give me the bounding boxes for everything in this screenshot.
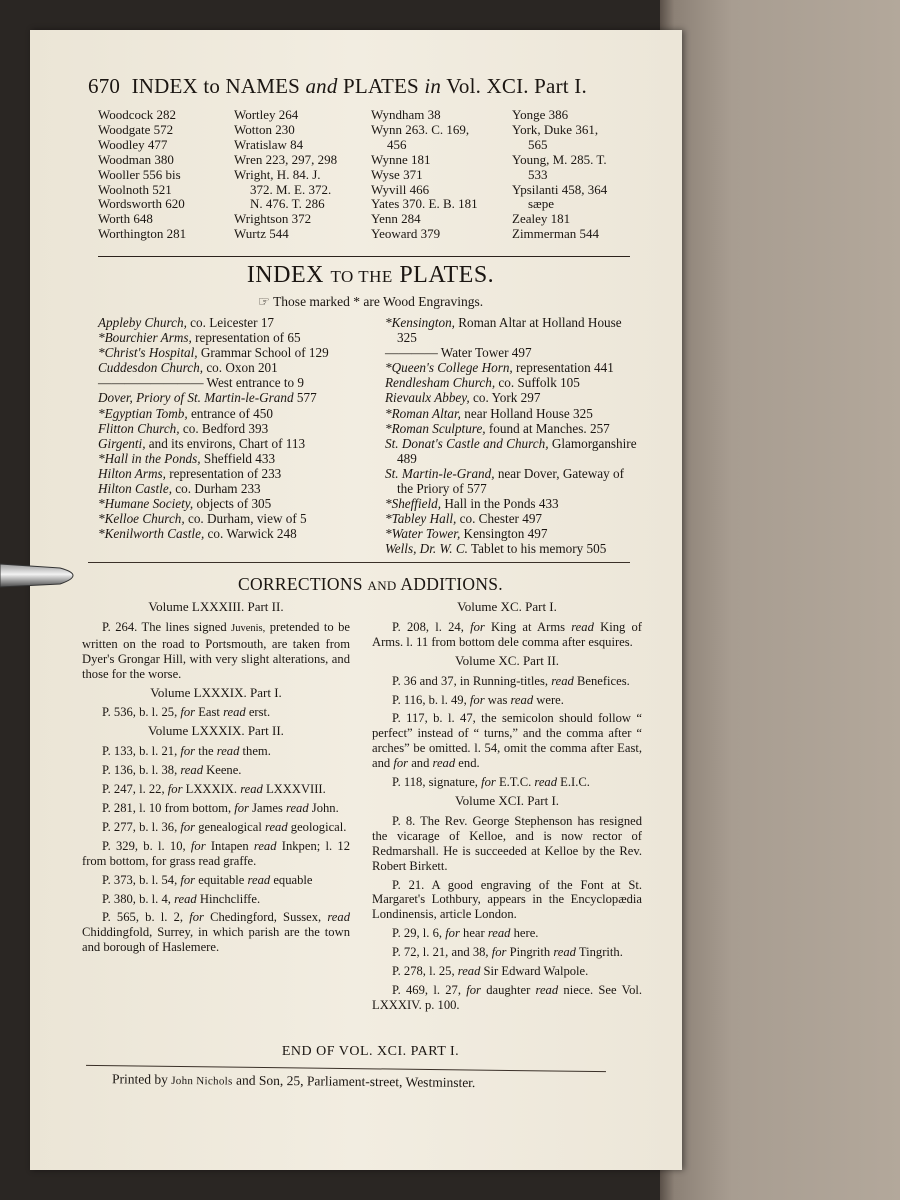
correction-text: P. 264. The lines signed bbox=[102, 619, 232, 634]
correction-text: King at Arms bbox=[484, 619, 572, 634]
correction-text: the bbox=[195, 744, 217, 759]
plate-entry-detail: near Dover, Gateway of the Priory of 577 bbox=[397, 465, 624, 497]
name-entry: Woodcock 282 bbox=[98, 107, 177, 122]
correction-entry bbox=[372, 964, 642, 979]
correction-text: P. 565, b. l. 2, bbox=[102, 910, 190, 925]
plate-entry-name: *Kensington, bbox=[385, 315, 455, 330]
volume-heading: Volume LXXXIX. Part II. bbox=[148, 723, 284, 739]
correction-text: read bbox=[571, 619, 594, 634]
correction-text: James bbox=[248, 800, 287, 815]
correction-text: read bbox=[553, 945, 576, 960]
pointing-hand-icon: ☞ bbox=[257, 294, 270, 309]
name-entry: Wyndham 38 bbox=[371, 107, 441, 122]
name-entry: Worth 648 bbox=[98, 211, 153, 227]
plate-entry-name: *Christ's Hospital, bbox=[98, 345, 198, 361]
plate-entry-detail: found at Manches. 257 bbox=[485, 420, 610, 436]
correction-text: P. 281, l. 10 from bottom, bbox=[102, 800, 235, 815]
correction-text: for bbox=[469, 692, 485, 707]
correction-text: read bbox=[327, 910, 350, 925]
correction-text: P. 208, l. 24, bbox=[392, 619, 471, 634]
plate-entry-detail: Sheffield 433 bbox=[200, 450, 276, 466]
correction-text: P. 373, b. l. 54, bbox=[102, 872, 181, 887]
correction-text: P. 247, l. 22, bbox=[102, 782, 168, 797]
names-column bbox=[371, 108, 512, 242]
plate-entry bbox=[98, 330, 356, 345]
volume-heading: Volume XC. Part I. bbox=[457, 599, 557, 614]
correction-text: for bbox=[180, 705, 196, 720]
correction-entry bbox=[372, 775, 642, 790]
name-entry: Zimmerman 544 bbox=[512, 226, 600, 242]
correction-text: Inkpen; l. 12 from bottom, for grass read graffe. bbox=[82, 838, 350, 868]
correction-entry bbox=[82, 873, 350, 888]
name-entry: Wynn 263. C. 169, bbox=[371, 121, 470, 137]
correction-text: King of Arms. l. 11 from bottom dele comma after esquires. bbox=[372, 619, 642, 649]
name-entry: Wren 223, 297, 298 bbox=[234, 151, 338, 167]
correction-entry bbox=[82, 705, 350, 720]
corrections-left-column bbox=[82, 598, 350, 1017]
plates-left-column bbox=[98, 315, 356, 557]
plate-entry-name: Girgenti, bbox=[98, 435, 146, 451]
name-entry: Wratislaw 84 bbox=[234, 136, 304, 152]
correction-text: Hinchcliffe. bbox=[196, 891, 261, 906]
end-of-volume: END OF VOL. XCI. PART I. bbox=[281, 1044, 460, 1059]
correction-text: P. 278, l. 25, bbox=[392, 964, 458, 979]
plates-title-word: PLATES. bbox=[399, 262, 495, 288]
plate-entry-detail: representation 441 bbox=[512, 360, 614, 376]
plate-entry bbox=[385, 466, 643, 496]
plate-entry-name: St. Martin-le-Grand, bbox=[385, 465, 495, 481]
plate-entry bbox=[98, 406, 356, 421]
plate-entry-detail: co. Leicester 17 bbox=[186, 315, 275, 330]
correction-text: P. 72, l. 21, and 38, bbox=[392, 945, 492, 960]
correction-text: geological. bbox=[287, 819, 347, 834]
plate-entry bbox=[385, 345, 643, 360]
plates-index-title bbox=[98, 262, 643, 289]
plate-entry-detail: co. Durham, view of 5 bbox=[184, 511, 307, 527]
plate-entry-detail: Glamorganshire 489 bbox=[397, 435, 637, 466]
name-entry: 372. M. E. 372. bbox=[250, 181, 332, 197]
name-entry: Woodgate 572 bbox=[98, 121, 174, 137]
plate-entry-detail: co. Warwick 248 bbox=[204, 526, 297, 542]
plate-entry bbox=[385, 496, 643, 511]
corrections-list bbox=[82, 598, 642, 1017]
correction-entry bbox=[82, 782, 350, 797]
plate-entry bbox=[385, 390, 643, 405]
name-entry: Woodman 380 bbox=[98, 151, 174, 167]
correction-text: niece. See Vol. LXXXIV. p. 100. bbox=[372, 982, 643, 1012]
name-entry: Yates 370. E. B. 181 bbox=[371, 196, 478, 212]
correction-text: read bbox=[223, 705, 246, 720]
page-pointer-object bbox=[0, 558, 86, 592]
correction-text: read bbox=[180, 763, 203, 778]
plate-entry-detail: Hall in the Ponds 433 bbox=[441, 496, 559, 512]
plate-entry-detail: ———— Water Tower 497 bbox=[385, 345, 532, 361]
correction-text: for bbox=[180, 872, 196, 887]
correction-text: for bbox=[234, 800, 249, 815]
correction-entry bbox=[372, 711, 642, 771]
plate-entry-detail: Roman Altar at Holland House 325 bbox=[397, 315, 622, 346]
plate-entry-name: *Tabley Hall, bbox=[385, 511, 457, 527]
correction-entry bbox=[372, 693, 642, 708]
plate-entry bbox=[385, 526, 643, 541]
plate-entry bbox=[98, 375, 356, 390]
plate-entry bbox=[98, 360, 356, 375]
correction-entry bbox=[372, 983, 642, 1013]
correction-entry bbox=[372, 814, 642, 874]
name-entry: 565 bbox=[528, 136, 548, 152]
volume-heading: Volume XCI. Part I. bbox=[454, 792, 560, 808]
plate-entry-detail: Tablet to his memory 505 bbox=[467, 541, 607, 557]
plate-entry bbox=[385, 541, 643, 556]
correction-text: P. 21. A good engraving of the Font at St. Margaret's Lothbury, appears in the Encyclopædia Londinensis, article London. bbox=[372, 877, 642, 922]
correction-text: P. 380, b. l. 4, bbox=[102, 891, 175, 906]
correction-text: for bbox=[445, 926, 460, 941]
plate-entry-name: *Egyptian Tomb, bbox=[98, 405, 188, 421]
header-title-mid: PLATES bbox=[343, 74, 419, 98]
plate-entry-name: *Roman Sculpture, bbox=[385, 420, 486, 436]
correction-text: read bbox=[535, 982, 559, 997]
correction-text: Sir Edward Walpole. bbox=[480, 964, 589, 979]
plate-entry bbox=[98, 315, 356, 330]
correction-text: read bbox=[510, 692, 534, 707]
plates-list bbox=[98, 315, 643, 557]
correction-text: read bbox=[432, 756, 456, 771]
name-entry: 533 bbox=[528, 166, 548, 182]
correction-text: read bbox=[286, 800, 309, 815]
correction-entry bbox=[372, 945, 642, 960]
name-entry: N. 476. T. 286 bbox=[250, 196, 325, 212]
plate-entry bbox=[385, 436, 643, 466]
plate-entry bbox=[98, 451, 356, 466]
name-entry: Wrightson 372 bbox=[234, 211, 312, 227]
correction-text: Chedingford, Sussex, bbox=[203, 910, 328, 925]
correction-text: daughter bbox=[480, 982, 536, 997]
correction-text: read bbox=[216, 744, 240, 759]
plate-entry bbox=[385, 421, 643, 436]
corrections-right-column bbox=[372, 598, 642, 1017]
plate-entry bbox=[98, 421, 356, 436]
plate-entry-detail: entrance of 450 bbox=[187, 405, 273, 421]
correction-text: LXXXVIII. bbox=[262, 782, 326, 797]
correction-entry bbox=[372, 620, 642, 650]
names-index bbox=[98, 108, 643, 242]
name-entry: Wooller 556 bis bbox=[98, 166, 181, 182]
header-title-in: in bbox=[424, 74, 442, 98]
correction-text: Intapen bbox=[205, 838, 254, 853]
plate-entry bbox=[98, 496, 356, 511]
corrections-title-word: CORRECTIONS bbox=[238, 574, 363, 594]
name-entry: Yeoward 379 bbox=[371, 226, 441, 242]
correction-entry bbox=[82, 801, 350, 816]
correction-text: for bbox=[167, 782, 183, 797]
correction-text: for bbox=[491, 945, 507, 960]
correction-text: them. bbox=[239, 744, 271, 759]
name-entry: York, Duke 361, bbox=[512, 121, 599, 137]
correction-text: for bbox=[180, 819, 196, 834]
correction-text: equable bbox=[270, 872, 313, 887]
correction-text: P. 329, b. l. 10, bbox=[102, 838, 191, 853]
correction-text: genealogical bbox=[195, 819, 266, 834]
plate-entry bbox=[98, 511, 356, 526]
correction-text: P. 116, b. l. 49, bbox=[392, 692, 470, 707]
plate-entry-detail: co. Durham 233 bbox=[172, 481, 261, 497]
name-entry: Woodley 477 bbox=[98, 136, 168, 152]
correction-text: P. 536, b. l. 25, bbox=[102, 705, 181, 720]
correction-text: for bbox=[180, 744, 196, 759]
name-entry: Wortley 264 bbox=[234, 107, 299, 122]
correction-text: for bbox=[393, 756, 409, 771]
plate-entry-name: Wells, Dr. W. C. bbox=[385, 541, 468, 557]
correction-text: was bbox=[484, 692, 511, 707]
correction-text: P. 29, l. 6, bbox=[392, 926, 446, 941]
name-entry: Wordsworth 620 bbox=[98, 196, 185, 212]
plate-entry-detail: 577 bbox=[293, 390, 317, 406]
plate-entry-detail: co. Bedford 393 bbox=[179, 420, 269, 436]
correction-text: hear bbox=[459, 926, 488, 941]
plates-note bbox=[98, 294, 643, 310]
correction-text: read bbox=[174, 891, 197, 906]
name-entry: Worthington 281 bbox=[98, 226, 187, 242]
correction-text: read bbox=[247, 872, 271, 887]
correction-text: for bbox=[189, 910, 204, 925]
plate-entry-name: Dover, Priory of St. Martin-le-Grand bbox=[98, 390, 294, 406]
correction-text: E.I.C. bbox=[557, 775, 590, 790]
corrections-title bbox=[98, 574, 643, 595]
correction-entry bbox=[82, 744, 350, 759]
plate-entry bbox=[98, 481, 356, 496]
correction-text: read bbox=[487, 926, 511, 941]
plate-entry-detail: co. Suffolk 105 bbox=[495, 375, 580, 391]
plates-right-column bbox=[385, 315, 643, 557]
volume-heading: Volume LXXXIX. Part I. bbox=[150, 684, 282, 700]
plate-entry bbox=[98, 436, 356, 451]
divider-rule bbox=[88, 562, 630, 563]
printer-post: and Son, 25, Parliament-street, Westminster. bbox=[232, 1072, 476, 1091]
correction-text: read bbox=[265, 819, 288, 834]
correction-text: Pingrith bbox=[506, 945, 554, 960]
plate-entry bbox=[98, 345, 356, 360]
page-header bbox=[88, 74, 648, 99]
names-column bbox=[234, 108, 371, 242]
correction-text: read bbox=[240, 782, 263, 797]
correction-entry bbox=[82, 910, 350, 955]
header-title-suffix: Vol. XCI. Part I. bbox=[446, 74, 587, 98]
plate-entry bbox=[98, 466, 356, 481]
correction-text: equitable bbox=[195, 872, 248, 887]
plate-entry bbox=[385, 375, 643, 390]
plate-entry-detail: representation of 65 bbox=[191, 330, 301, 346]
correction-text: read bbox=[457, 964, 481, 979]
correction-entry bbox=[82, 839, 350, 869]
correction-text: for bbox=[470, 619, 485, 634]
correction-text: for bbox=[190, 838, 206, 853]
plate-entry-detail: co. York 297 bbox=[469, 390, 541, 406]
correction-text: read bbox=[551, 673, 574, 688]
names-column bbox=[98, 108, 234, 242]
name-entry: sæpe bbox=[528, 196, 554, 212]
correction-entry bbox=[372, 878, 642, 923]
correction-entry bbox=[372, 674, 642, 689]
plate-entry-name: Cuddesdon Church, bbox=[98, 360, 204, 376]
plate-entry-detail: Grammar School of 129 bbox=[197, 345, 329, 361]
correction-text: P. 136, b. l. 38, bbox=[102, 763, 181, 778]
correction-text: Tingrith. bbox=[575, 945, 623, 960]
plate-entry-name: Appleby Church, bbox=[98, 315, 187, 330]
divider-rule bbox=[98, 256, 630, 257]
volume-heading: Volume XC. Part II. bbox=[454, 652, 560, 668]
plate-entry-detail: co. Chester 497 bbox=[456, 511, 543, 527]
plate-entry-name: Hilton Arms, bbox=[98, 465, 166, 481]
correction-text: P. 133, b. l. 21, bbox=[102, 744, 181, 759]
name-entry: Ypsilanti 458, 364 bbox=[512, 181, 608, 197]
volume-heading: Volume LXXXIII. Part II. bbox=[148, 599, 284, 614]
plate-entry-name: *Sheffield, bbox=[385, 496, 442, 512]
plate-entry bbox=[385, 406, 643, 421]
plate-entry-name: *Roman Altar, bbox=[385, 405, 461, 421]
header-title-prefix: INDEX to NAMES bbox=[131, 74, 301, 98]
name-entry: Woolnoth 521 bbox=[98, 181, 172, 197]
corrections-title-small: AND bbox=[367, 578, 397, 593]
plates-title-word: INDEX bbox=[246, 262, 324, 288]
correction-entry bbox=[82, 820, 350, 835]
plate-entry-name: *Kelloe Church, bbox=[98, 511, 185, 527]
correction-text: erst. bbox=[245, 705, 271, 720]
correction-text: P. 118, signature, bbox=[392, 775, 482, 790]
plate-entry-name: *Humane Society, bbox=[98, 496, 194, 512]
plates-title-small: TO THE bbox=[330, 267, 393, 286]
correction-text: for bbox=[466, 982, 481, 997]
correction-text: here. bbox=[510, 926, 539, 941]
plate-entry bbox=[98, 526, 356, 541]
plate-entry-name: *Water Tower, bbox=[385, 526, 461, 542]
plate-entry-detail: ———————— West entrance to 9 bbox=[98, 375, 304, 391]
plate-entry-name: Flitton Church, bbox=[98, 420, 180, 436]
plate-entry bbox=[385, 360, 643, 375]
correction-text: P. 117, b. l. 47, the semicolon should follow “ perfect” instead of “ turns,” and the comma after “ arches” be omitted. l. 54, omit the comma after East, and bbox=[372, 711, 642, 771]
plate-entry-name: *Kenilworth Castle, bbox=[98, 526, 205, 542]
correction-text: East bbox=[195, 705, 224, 720]
correction-text: LXXXIX. bbox=[182, 782, 241, 797]
page-number: 670 bbox=[88, 74, 121, 98]
printer-name: John Nichols bbox=[171, 1074, 233, 1088]
correction-text: P. 469, l. 27, bbox=[392, 982, 467, 997]
plate-entry-detail: representation of 233 bbox=[165, 465, 282, 481]
header-title-and: and bbox=[305, 74, 338, 98]
correction-text: P. 277, b. l. 36, bbox=[102, 819, 181, 834]
plate-entry-name: Rievaulx Abbey, bbox=[385, 390, 470, 406]
name-entry: Young, M. 285. T. bbox=[512, 151, 607, 167]
name-entry: Zealey 181 bbox=[512, 211, 571, 227]
correction-text: Juvenis, bbox=[231, 622, 266, 634]
names-column bbox=[512, 108, 643, 242]
correction-text: read bbox=[534, 775, 558, 790]
correction-text: read bbox=[253, 838, 277, 853]
correction-text: end. bbox=[455, 756, 480, 771]
plate-entry-detail: objects of 305 bbox=[193, 496, 272, 512]
plate-entry-name: *Bourchier Arms, bbox=[98, 330, 192, 346]
name-entry: Yonge 386 bbox=[512, 107, 569, 122]
correction-text: for bbox=[481, 775, 496, 790]
name-entry: Wynne 181 bbox=[371, 151, 431, 167]
plate-entry-name: Rendlesham Church, bbox=[385, 375, 496, 391]
plate-entry-detail: Kensington 497 bbox=[460, 526, 548, 542]
plate-entry-name: *Hall in the Ponds, bbox=[98, 450, 201, 466]
name-entry: Wyse 371 bbox=[371, 166, 423, 182]
plate-entry-detail: and its environs, Chart of 113 bbox=[145, 435, 306, 451]
plate-entry-name: *Queen's College Horn, bbox=[385, 360, 513, 376]
name-entry: 456 bbox=[387, 136, 407, 152]
name-entry: Yenn 284 bbox=[371, 211, 421, 227]
name-entry: Wright, H. 84. J. bbox=[234, 166, 321, 182]
plates-note-text: Those marked * are Wood Engravings. bbox=[273, 294, 484, 309]
plate-entry bbox=[385, 511, 643, 526]
correction-entry bbox=[372, 926, 642, 941]
correction-text: P. 36 and 37, in Running-titles, bbox=[392, 673, 552, 688]
correction-text: pretended to be written on the road to Portsmouth, are taken from Dyer's Grongar Hill, with very slight alterations, and those for the worse. bbox=[82, 619, 350, 681]
correction-text: John. bbox=[308, 800, 339, 815]
plate-entry-detail: near Holland House 325 bbox=[460, 405, 593, 421]
correction-text: were. bbox=[533, 692, 564, 707]
book-edge-background bbox=[660, 0, 900, 1200]
correction-entry bbox=[82, 763, 350, 778]
name-entry: Wurtz 544 bbox=[234, 226, 289, 242]
plate-entry-detail: co. Oxon 201 bbox=[203, 360, 278, 376]
plate-entry bbox=[385, 315, 643, 345]
name-entry: Wyvill 466 bbox=[371, 181, 430, 197]
correction-entry bbox=[82, 620, 350, 682]
correction-text: E.T.C. bbox=[495, 775, 535, 790]
correction-text: Benefices. bbox=[573, 673, 630, 688]
printer-pre: Printed by bbox=[111, 1071, 172, 1087]
correction-text: Keene. bbox=[203, 763, 242, 778]
correction-text: Chiddingfold, Surrey, in which parish are the town and borough of Haslemere. bbox=[82, 925, 350, 955]
name-entry: Wotton 230 bbox=[234, 121, 295, 137]
correction-text: and bbox=[408, 756, 433, 771]
correction-entry bbox=[82, 892, 350, 907]
plate-entry-name: St. Donat's Castle and Church, bbox=[385, 435, 549, 451]
corrections-title-word: ADDITIONS. bbox=[400, 574, 503, 594]
plate-entry-name: Hilton Castle, bbox=[98, 481, 172, 497]
correction-text: P. 8. The Rev. George Stephenson has resigned the vicarage of Kelloe, and is now rector of Redmarshall. He is succeeded at Kelloe by the Rev. Robert Birkett. bbox=[372, 813, 642, 873]
plate-entry bbox=[98, 390, 356, 405]
